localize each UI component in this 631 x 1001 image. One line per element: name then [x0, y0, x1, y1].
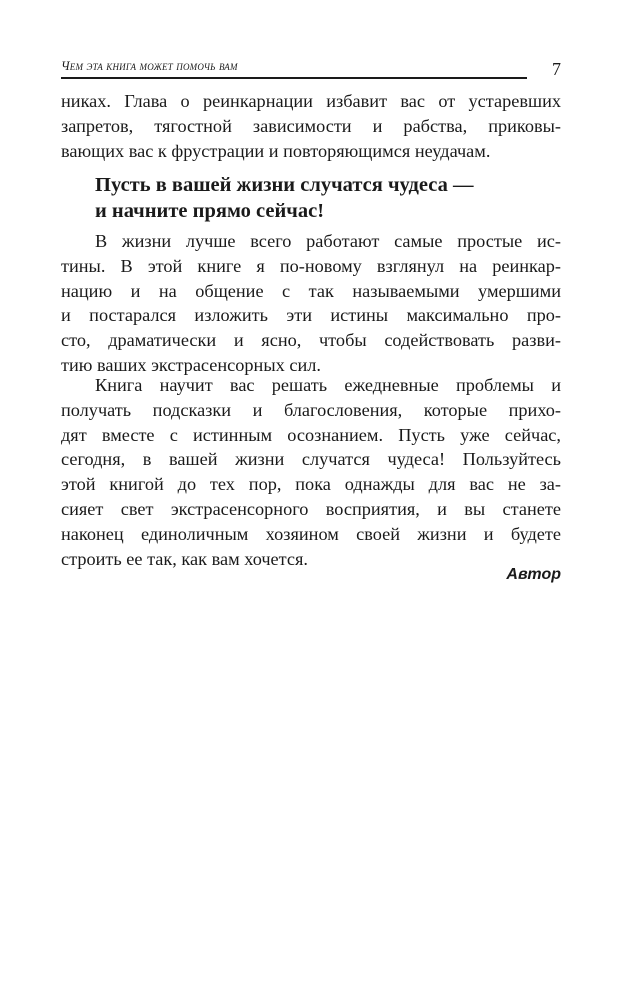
text-line: тию ваших экстрасенсорных сил. [61, 354, 321, 375]
text-line: дят вместе с истинным осознанием. Пусть уже сейчас, [61, 424, 561, 445]
text-line: строить ее так, как вам хочется. [61, 548, 308, 569]
text-line: получать подсказки и благословения, которые прихо- [61, 399, 561, 420]
text-line: вающих вас к фрустрации и повторяющимся неудачам. [61, 140, 491, 161]
text-line: сегодня, в вашей жизни случатся чудеса! Пользуйтесь [61, 449, 561, 470]
text-line: никах. Глава о реинкарнации избавит вас от устаревших [61, 91, 561, 111]
text-line: В жизни лучше всего работают самые простые ис- [95, 231, 561, 251]
text-line: наконец единоличным хозяином своей жизни и будете [61, 523, 561, 544]
author-signature: Автор [506, 566, 561, 583]
text-line: сияет свет экстрасенсорного восприятия, и вы станете [61, 498, 561, 519]
text-line: запретов, тягостной зависимости и рабства, приковы- [61, 115, 561, 136]
running-head: Чем эта книга может помочь вам [61, 59, 238, 73]
text-line: и постарался изложить эти истины максимально про- [61, 305, 561, 326]
heading-line: Пусть в вашей жизни случатся чудеса — [95, 174, 474, 196]
text-line: сто, драматически и ясно, чтобы содействовать разви- [61, 330, 561, 351]
paragraph-1 [61, 229, 561, 378]
text-line: тины. В этой книге я по-новому взглянул на реинкар- [61, 255, 561, 276]
section-heading [95, 173, 561, 224]
heading-line: и начните прямо сейчас! [95, 199, 325, 222]
page-number: 7 [552, 59, 561, 79]
paragraph-2 [61, 373, 561, 571]
text-line: нацию и на общение с так называемыми умершими [61, 280, 561, 301]
text-line: этой книгой до тех пор, пока однажды для вас не за- [61, 474, 561, 495]
intro-paragraph [61, 89, 561, 163]
header-rule [61, 77, 527, 79]
text-line: Книга научит вас решать ежедневные проблемы и [95, 375, 561, 395]
